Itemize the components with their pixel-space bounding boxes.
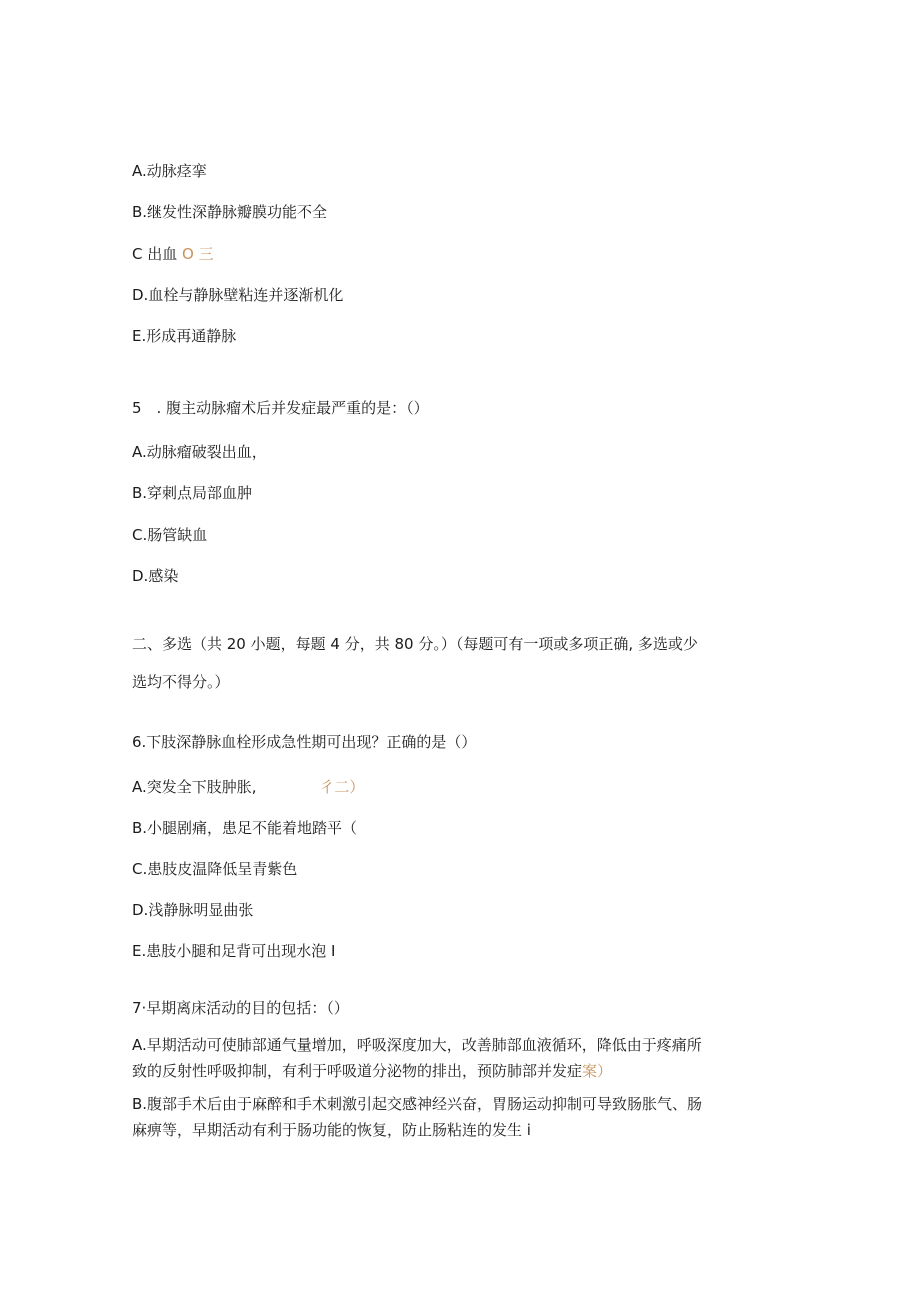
q6-option-a-text: A.突发全下肢肿胀, bbox=[132, 778, 257, 796]
q7-option-a-line1: A.早期活动可使肺部通气量增加，呼吸深度加大，改善肺部血液循环，降低由于疼痛所 bbox=[132, 1036, 702, 1054]
q7-option-a-mark: 案） bbox=[582, 1062, 613, 1080]
q6-option-d: D.浅静脉明显曲张 bbox=[132, 901, 254, 919]
q7-stem: 7·早期离床活动的目的包括：（） bbox=[132, 999, 349, 1017]
q7-option-a-line2 bbox=[132, 1058, 792, 1084]
q6-stem: 6.下肢深静脉血栓形成急性期可出现？正确的是（） bbox=[132, 733, 477, 751]
section-heading-line2: 选均不得分。） bbox=[132, 673, 230, 691]
q6-option-b: B.小腿剧痛，患足不能着地踏平（ bbox=[132, 819, 358, 837]
q6-option-a-mark: 彳二） bbox=[319, 778, 365, 796]
q5-option-d: D.感染 bbox=[132, 567, 179, 585]
q4-option-d: D.血栓与静脉壁粘连并逐渐机化 bbox=[132, 286, 344, 304]
q6-option-c: C.患肢皮温降低呈青紫色 bbox=[132, 860, 298, 878]
q7-option-b-line2: 麻痹等，早期活动有利于肠功能的恢复，防止肠粘连的发生 i bbox=[132, 1121, 531, 1139]
q7-option-b bbox=[132, 1091, 792, 1143]
q6-option-a bbox=[132, 777, 364, 797]
q5-option-b: B.穿刺点局部血肿 bbox=[132, 484, 253, 502]
q4-option-b: B.继发性深静脉瓣膜功能不全 bbox=[132, 203, 328, 221]
q7-option-a bbox=[132, 1032, 792, 1084]
q4-option-c bbox=[132, 244, 214, 264]
q7-option-b-line1: B.腹部手术后由于麻醉和手术刺激引起交感神经兴奋，胃肠运动抑制可导致肠胀气、肠 bbox=[132, 1095, 703, 1113]
q5-option-a: A.动脉瘤破裂出血， bbox=[132, 443, 267, 461]
q7-option-a-line2-text: 致的反射性呼吸抑制，有利于呼吸道分泌物的排出，预防肺部并发症 bbox=[132, 1062, 583, 1080]
q6-option-e: E.患肢小腿和足背可出现水泡 I bbox=[132, 942, 336, 960]
q4-option-e: E.形成再通静脉 bbox=[132, 327, 237, 345]
q4-option-a: A.动脉痉挛 bbox=[132, 162, 207, 180]
q5-option-c: C.肠管缺血 bbox=[132, 526, 208, 544]
q4-option-c-text: C 出血 bbox=[132, 245, 178, 263]
section-heading-line1: 二、多选（共 20 小题，每题 4 分，共 80 分。）（每题可有一项或多项正确, 多选或少 bbox=[132, 635, 698, 653]
q5-stem: 5 . 腹主动脉瘤术后并发症最严重的是：（） bbox=[132, 399, 429, 417]
q4-option-c-mark: O 三 bbox=[182, 245, 214, 263]
